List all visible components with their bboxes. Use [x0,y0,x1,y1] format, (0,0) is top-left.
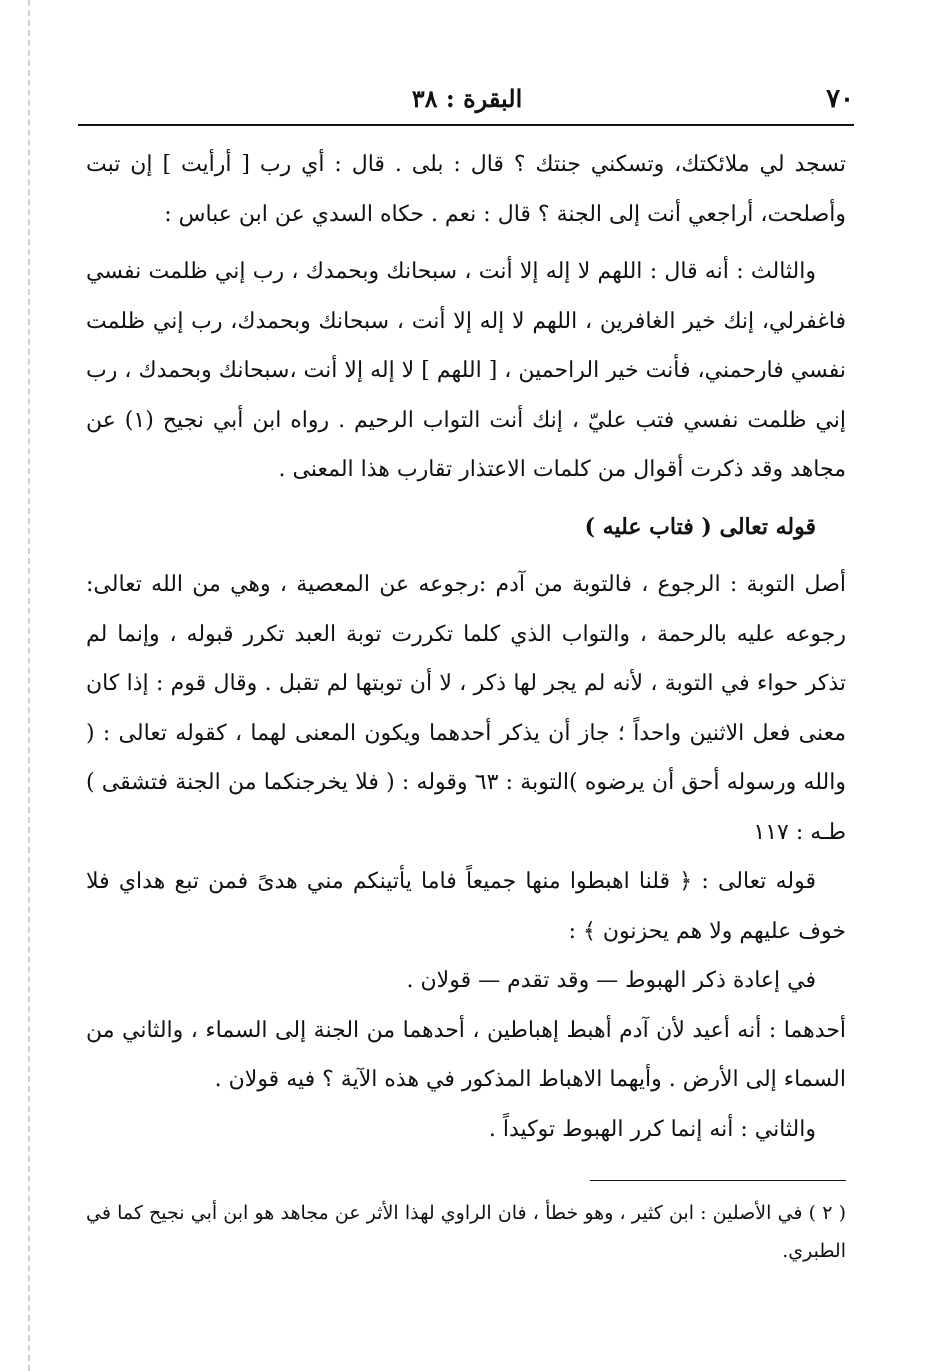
main-text [86,140,846,1154]
page-header [80,80,854,120]
verse-heading-fataba: قوله تعالى ( فتاب عليه ) [584,513,816,540]
paragraph-third-saying: والثالث : أنه قال : اللهم لا إله إلا أنت ، سبحانك وبحمدك ، رب إني ظلمت نفسي فاغفرلي، إنك خير الغافرين ، اللهم لا إله إلا أنت ، سبحانك وبحمدك، رب إني ظلمت نفسي فارحمني، فأنت خير الراحمين ، [ اللهم ] لا إله إلا أنت ،سبحانك وبحمدك ، رب إني ظلمت نفسي فتب عليّ ، إنك أنت التواب الرحيم . رواه ابن أبي نجيح (١) عن مجاهد وقد ذكرت أقوال من كلمات الاعتذار تقارب هذا المعنى . [86,259,846,482]
footnotes [86,1194,846,1270]
running-head: البقرة : ٣٨ [411,84,523,113]
paragraph-first-saying: أحدهما : أنه أعيد لأن آدم أهبط إهباطين ، أحدهما من الجنة إلى السماء ، والثاني من السماء إلى الأرض . وأيهما الاهباط المذكور في هذه الآية ؟ فيه قولان . [86,1017,846,1092]
footnote-rule [590,1180,846,1181]
paragraph-continuation: تسجد لي ملائكتك، وتسكني جنتك ؟ قال : بلى . قال : أي رب [ أرأيت ] إن تبت وأصلحت، أراجعي أنت إلى الجنة ؟ قال : نعم . حكاه السدي عن ابن عباس : [86,152,846,227]
verse-heading-ihbitu: قوله تعالى : ﴿ قلنا اهبطوا منها جميعاً فاما يأتينكم مني هدىً فمن تبع هداي فلا خوف عليهم ولا هم يحزنون ﴾ : [86,869,846,944]
header-rule [78,124,854,126]
paragraph-tawba: أصل التوبة : الرجوع ، فالتوبة من آدم :رجوعه عن المعصية ، وهي من الله تعالى: رجوعه عليه بالرحمة ، والتواب الذي كلما تكررت توبة العبد تكرر قبوله ، وإنما لم تذكر حواء في التوبة ، لأنه لم يجر لها ذكر ، لا أن توبتها لم تقبل . وقال قوم : إذا كان معنى فعل الاثنين واحداً ؛ جاز أن يذكر أحدهما ويكون المعنى لهما ، كقوله تعالى : ( والله ورسوله أحق أن يرضوه )التوبة : ٦٣ وقوله : ( فلا يخرجنكما من الجنة فتشقى ) طـه : ١١٧ [86,572,846,845]
footnote: ( ٢ ) في الأصلين : ابن كثير ، وهو خطأ ، فان الراوي لهذا الأثر عن مجاهد هو ابن أبي نجيح كما في الطبري. [86,1202,847,1262]
page-number: ٧٠ [826,84,854,114]
paragraph-second-saying: والثاني : أنه إنما كرر الهبوط توكيداً . [488,1116,816,1142]
binding-edge [28,0,30,1371]
paragraph-two-sayings: في إعادة ذكر الهبوط — وقد تقدم — قولان . [406,968,816,993]
